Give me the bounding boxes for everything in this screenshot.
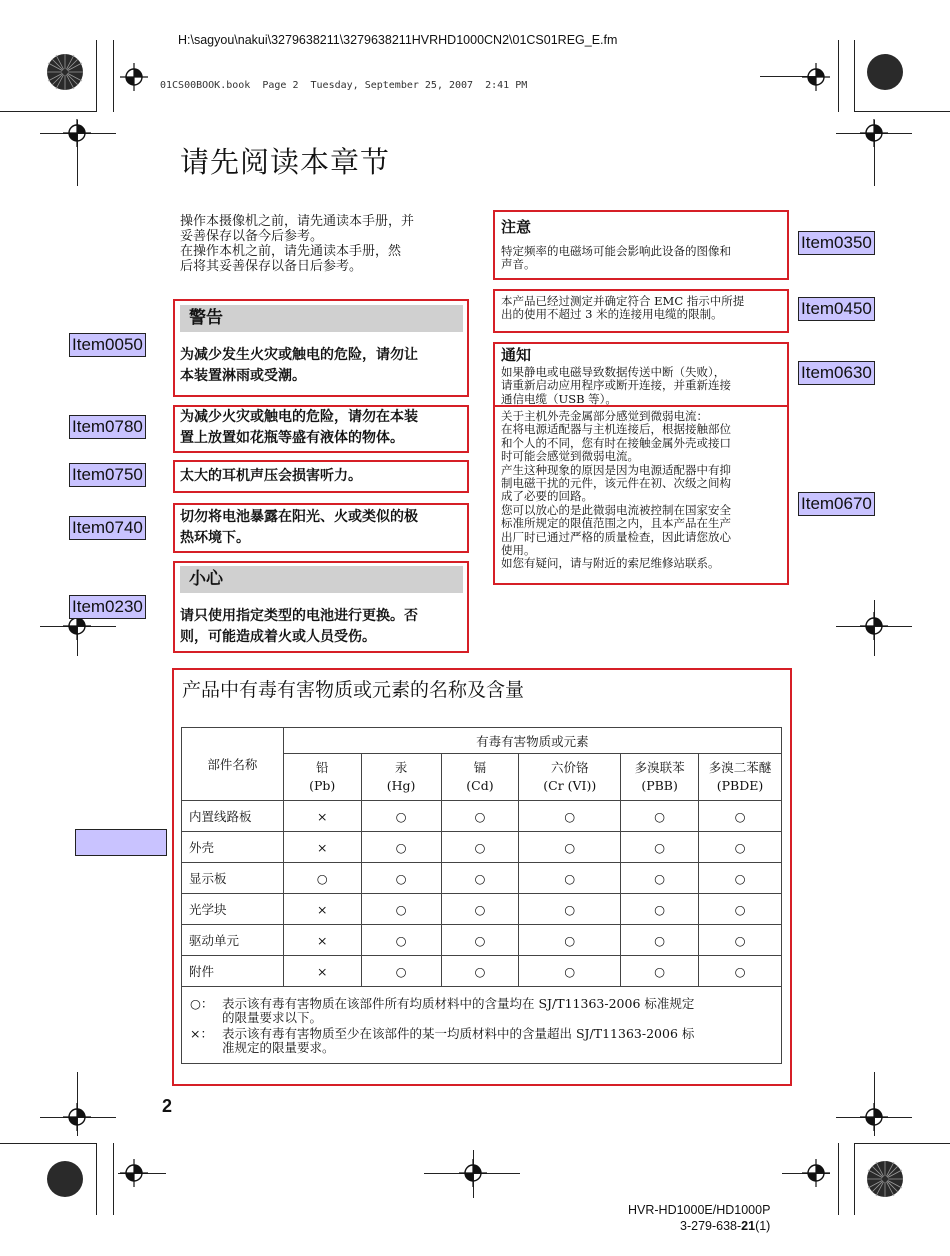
registration-mark-icon [120, 1159, 148, 1187]
table-row: 内置线路板 × ○ ○ ○ ○ ○ [182, 801, 782, 832]
table-row: 附件 × ○ ○ ○ ○ ○ [182, 956, 782, 987]
registration-mark-icon [860, 612, 888, 640]
page-title: 请先阅读本章节 [180, 145, 391, 179]
col-header: 多溴联苯 (PBB) [621, 754, 699, 801]
warning-item-0050: 为减少发生火灾或触电的危险，请勿让 本装置淋雨或受潮。 [180, 347, 418, 384]
caution-item-0230: 请只使用指定类型的电池进行更换。否 则，可能造成着火或人员受伤。 [180, 608, 418, 645]
registration-mark-icon [802, 1159, 830, 1187]
item-tag-blank [75, 829, 167, 856]
notify-heading: 通知 [501, 346, 532, 364]
col-header: 铅 (Pb) [283, 754, 361, 801]
table-row: 外壳 × ○ ○ ○ ○ ○ [182, 832, 782, 863]
col-header: 镉 (Cd) [441, 754, 519, 801]
notify-item-0670: 关于主机外壳金属部分感觉到微弱电流： 在将电源适配器与主机连接后，根据接触部位 和个人的不同，您有时在接触金属外壳或接口 时可能会感觉到微弱电流。 产生这种现象的原因是因为电源适配器中有抑 制电磁干扰的元件，该元件在初、次级之间构 成了必要的回路。 您可以放心的是此微弱电流被控制在国家安全 标准所规定的限值范围之内，且本产品在生产 出厂时已通过严格的质量检查，因此请您放心 使用。 如您有疑问，请与附近的索尼维修站联系。 [501, 409, 731, 571]
registration-mark-icon [802, 63, 830, 91]
substances-title: 产品中有毒有害物质或元素的名称及含量 [182, 679, 525, 701]
table-row: 驱动单元 × ○ ○ ○ ○ ○ [182, 925, 782, 956]
intro-text: 操作本摄像机之前，请先通读本手册，并 妥善保存以备今后参考。 在操作本机之前，请先通读本手册，然 后将其妥善保存以备日后参考。 [180, 214, 415, 274]
item-tag-0670: Item0670 [798, 492, 875, 516]
table-row: 显示板 ○ ○ ○ ○ ○ ○ [182, 863, 782, 894]
footer-model: HVR-HD1000E/HD1000P [628, 1203, 771, 1217]
warning-heading: 警告 [180, 305, 463, 332]
note-cross: ×： 表示该有毒有害物质至少在该部件的某一均质材料中的含量超出 SJ/T11363-2006 标 准规定的限量要求。 [190, 1026, 695, 1055]
notice-heading: 注意 [501, 218, 532, 236]
col-header: 多溴二苯醚 (PBDE) [699, 754, 782, 801]
file-path: H:\sagyou\nakui\3279638211\3279638211HVRHD1000CN2\01CS01REG_E.fm [178, 33, 618, 47]
item-tag-0350: Item0350 [798, 231, 875, 255]
registration-mark-icon [860, 119, 888, 147]
item-tag-0630: Item0630 [798, 361, 875, 385]
col-header: 六价铬 (Cr (VI)) [519, 754, 621, 801]
item-tag-0230: Item0230 [69, 595, 146, 619]
print-wheel-icon [866, 53, 904, 91]
notice-item-0350: 特定频率的电磁场可能会影响此设备的图像和 声音。 [501, 244, 731, 272]
item-tag-0780: Item0780 [69, 415, 146, 439]
print-wheel-icon [866, 1160, 904, 1198]
page-number: 2 [162, 1096, 173, 1116]
footer-code: 3-279-638-21(1) [680, 1219, 771, 1233]
substances-table [181, 727, 782, 1064]
table-notes-row [182, 987, 782, 1064]
book-info-line: 01CS00BOOK.book Page 2 Tuesday, September 25, 2007 2:41 PM [160, 80, 528, 91]
warning-item-0750: 太大的耳机声压会损害听力。 [180, 468, 362, 484]
item-tag-0050: Item0050 [69, 333, 146, 357]
warning-item-0780: 为减少火灾或触电的危险，请勿在本装 置上放置如花瓶等盛有液体的物体。 [180, 409, 418, 446]
substance-group-header: 有毒有害物质或元素 [283, 728, 781, 754]
warning-item-0740: 切勿将电池暴露在阳光、火或类似的极 热环境下。 [180, 509, 418, 546]
item-tag-0450: Item0450 [798, 297, 875, 321]
col-header: 汞 (Hg) [361, 754, 441, 801]
registration-mark-icon [459, 1159, 487, 1187]
item-tag-0740: Item0740 [69, 516, 146, 540]
item-tag-0750: Item0750 [69, 463, 146, 487]
notice-item-0450: 本产品已经过测定并确定符合 EMC 指示中所提 出的使用不超过 3 米的连接用电缆的限制。 [501, 294, 745, 322]
registration-mark-icon [120, 63, 148, 91]
table-row: 光学块 × ○ ○ ○ ○ ○ [182, 894, 782, 925]
registration-mark-icon [860, 1103, 888, 1131]
print-wheel-icon [46, 1160, 84, 1198]
notify-item-0630: 如果静电或电磁导致数据传送中断（失败）， 请重新启动应用程序或断开连接，并重新连接 通信电缆（USB 等）。 [501, 365, 731, 406]
note-circle: ○： 表示该有毒有害物质在该部件所有均质材料中的含量均在 SJ/T11363-2006 标准规定 的限量要求以下。 [190, 996, 695, 1025]
caution-heading: 小心 [180, 566, 463, 593]
registration-mark-icon [63, 1103, 91, 1131]
part-name-header: 部件名称 [182, 728, 284, 801]
print-wheel-icon [46, 53, 84, 91]
registration-mark-icon [63, 119, 91, 147]
